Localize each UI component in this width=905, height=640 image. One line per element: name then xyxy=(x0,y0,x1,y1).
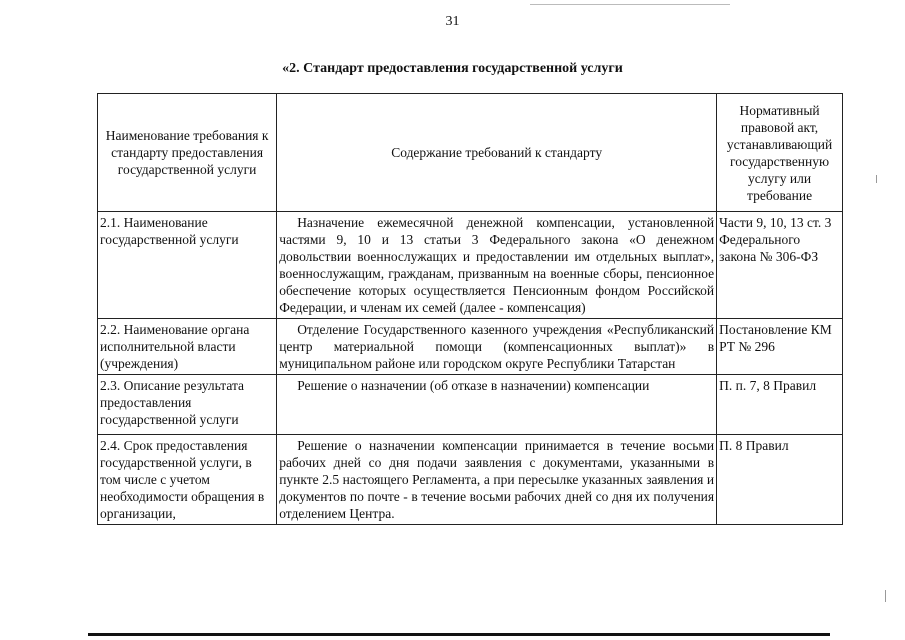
requirement-cell: 2.1. Наименование государственной услуги xyxy=(98,212,277,319)
header-requirement: Наименование требования к стандарту предоставления государственной услуги xyxy=(98,94,277,212)
content-cell: Решение о назначении компенсации принимается в течение восьми рабочих дней со дня подачи заявления с документами, указанными в пункте 2.5 настоящего Регламента, а при пересылке указанных заявления и документов по почте - в течение восьми рабочих дней со дня их получения отделением Центра. xyxy=(277,435,717,525)
act-cell: Части 9, 10, 13 ст. 3 Федерального закона № 306-ФЗ xyxy=(717,212,843,319)
header-content: Содержание требований к стандарту xyxy=(277,94,717,212)
scan-top-rule xyxy=(530,4,730,5)
table-row xyxy=(98,319,843,375)
page-number: 31 xyxy=(445,14,460,29)
table-row xyxy=(98,435,843,525)
scan-bottom-rule xyxy=(88,633,830,636)
header-act: Нормативный правовой акт, устанавливающий государственную услугу или требование xyxy=(717,94,843,212)
scan-mark xyxy=(876,175,877,183)
table-row xyxy=(98,212,843,319)
requirement-cell: 2.2. Наименование органа исполнительной власти (учреждения) xyxy=(98,319,277,375)
act-cell: П. 8 Правил xyxy=(717,435,843,525)
standard-table xyxy=(97,93,843,525)
content-cell: Отделение Государственного казенного учреждения «Республиканский центр материальной помощи (компенсационных выплат)» в муниципальном районе или городском округе Республики Татарстан xyxy=(277,319,717,375)
section-title: «2. Стандарт предоставления государственной услуги xyxy=(282,61,623,76)
requirement-cell: 2.3. Описание результата предоставления государственной услуги xyxy=(98,375,277,435)
content-cell: Решение о назначении (об отказе в назначении) компенсации xyxy=(277,375,717,435)
act-cell: Постановление КМ РТ № 296 xyxy=(717,319,843,375)
act-cell: П. п. 7, 8 Правил xyxy=(717,375,843,435)
content-cell: Назначение ежемесячной денежной компенсации, установленной частями 9, 10 и 13 статьи 3 Федерального закона «О денежном довольствии военнослужащих и предоставлении им отдельных выплат», военнослужащим, гражданам, призванным на военные сборы, пенсионное обеспечение которых осуществляется Пенсионным фондом Российской Федерации, и членам их семей (далее - компенсация) xyxy=(277,212,717,319)
requirement-cell: 2.4. Срок предоставления государственной услуги, в том числе с учетом необходимости обращения в организации, xyxy=(98,435,277,525)
table-row xyxy=(98,375,843,435)
scan-mark xyxy=(885,590,886,602)
table-header-row xyxy=(98,94,843,212)
